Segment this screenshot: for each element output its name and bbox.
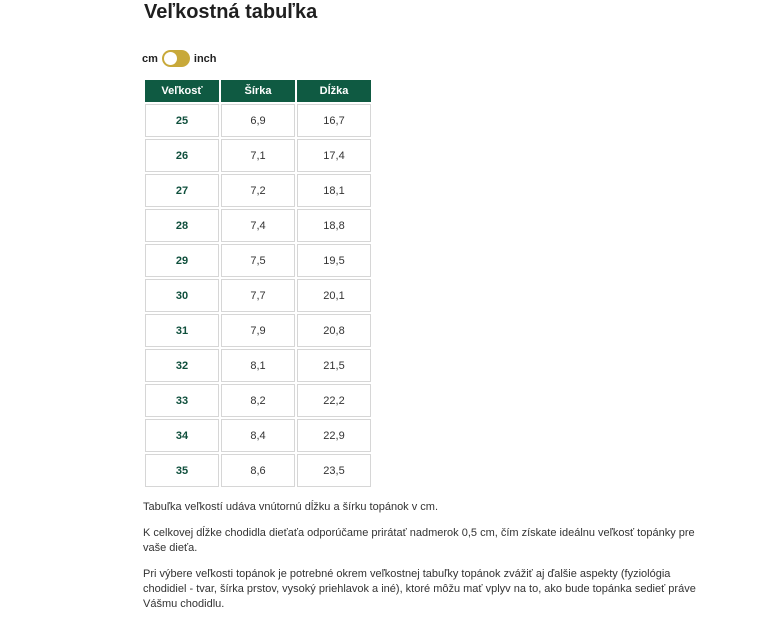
- unit-label-inch: inch: [193, 52, 217, 65]
- width-cell: 8,2: [221, 384, 295, 417]
- table-row: [145, 384, 371, 417]
- width-cell: 7,7: [221, 279, 295, 312]
- note-paragraph: Pri výbere veľkosti topánok je potrebné okrem veľkostnej tabuľky topánok zvážiť aj ďalšie aspekty (fyziológia chodidiel - tvar, šírka prstov, vysoký priehlavok a iné), ktoré môžu mať vplyv na to, ako bude topánka sedieť práve Vášmu chodidlu.: [143, 568, 696, 610]
- length-cell: 20,1: [297, 279, 371, 312]
- table-row: [145, 209, 371, 242]
- size-cell: 25: [145, 104, 219, 137]
- unit-switch[interactable]: [162, 50, 190, 67]
- size-cell: 33: [145, 384, 219, 417]
- note-paragraph: Tabuľka veľkostí udáva vnútornú dĺžku a šírku topánok v cm.: [143, 501, 439, 513]
- column-header-width: Šírka: [221, 80, 295, 102]
- width-cell: 6,9: [221, 104, 295, 137]
- size-cell: 30: [145, 279, 219, 312]
- unit-toggle: [142, 50, 217, 67]
- note-paragraph: K celkovej dĺžke chodidla dieťaťa odporúčame prirátať nadmerok 0,5 cm, čím získate ideálnu veľkosť topánky pre vaše dieťa.: [143, 527, 695, 554]
- length-cell: 20,8: [297, 314, 371, 347]
- table-row: [145, 139, 371, 172]
- size-cell: 35: [145, 454, 219, 487]
- column-header-length: Dĺžka: [297, 80, 371, 102]
- size-cell: 28: [145, 209, 219, 242]
- length-cell: 17,4: [297, 139, 371, 172]
- length-cell: 19,5: [297, 244, 371, 277]
- size-cell: 26: [145, 139, 219, 172]
- table-row: [145, 349, 371, 382]
- length-cell: 18,8: [297, 209, 371, 242]
- table-row: [145, 454, 371, 487]
- table-row: [145, 279, 371, 312]
- width-cell: 8,6: [221, 454, 295, 487]
- switch-knob: [164, 52, 177, 65]
- table-row: [145, 104, 371, 137]
- length-cell: 16,7: [297, 104, 371, 137]
- column-header-size: Veľkosť: [145, 80, 219, 102]
- length-cell: 22,9: [297, 419, 371, 452]
- length-cell: 18,1: [297, 174, 371, 207]
- table-row: [145, 244, 371, 277]
- size-notes: [143, 500, 713, 623]
- width-cell: 7,9: [221, 314, 295, 347]
- size-cell: 27: [145, 174, 219, 207]
- size-cell: 34: [145, 419, 219, 452]
- size-table: [143, 78, 373, 489]
- table-row: [145, 174, 371, 207]
- length-cell: 23,5: [297, 454, 371, 487]
- width-cell: 7,5: [221, 244, 295, 277]
- table-header-row: [145, 80, 371, 102]
- size-cell: 29: [145, 244, 219, 277]
- width-cell: 8,1: [221, 349, 295, 382]
- table-row: [145, 314, 371, 347]
- size-cell: 32: [145, 349, 219, 382]
- unit-label-cm: cm: [142, 52, 158, 65]
- width-cell: 7,4: [221, 209, 295, 242]
- size-cell: 31: [145, 314, 219, 347]
- width-cell: 8,4: [221, 419, 295, 452]
- page-title: Veľkostná tabuľka: [144, 1, 318, 23]
- length-cell: 22,2: [297, 384, 371, 417]
- width-cell: 7,2: [221, 174, 295, 207]
- width-cell: 7,1: [221, 139, 295, 172]
- length-cell: 21,5: [297, 349, 371, 382]
- table-row: [145, 419, 371, 452]
